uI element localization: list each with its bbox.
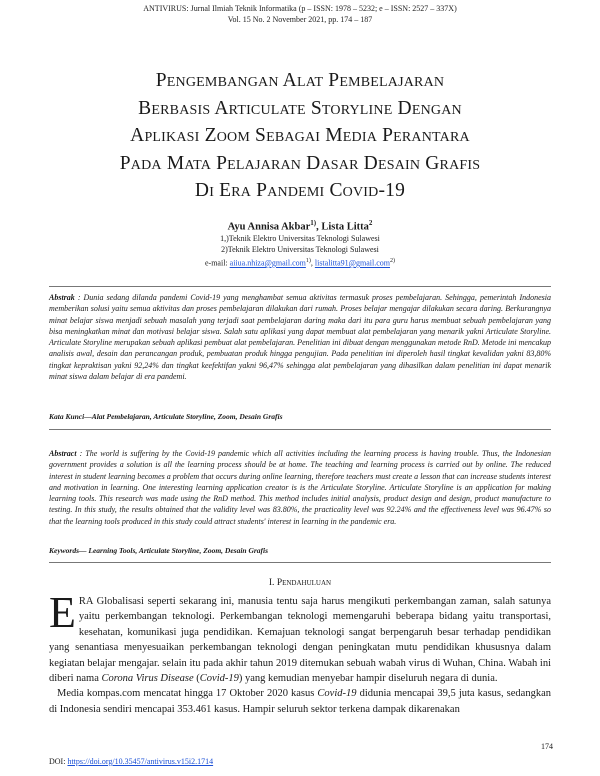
doi-line bbox=[49, 757, 213, 766]
kata-kunci: Kata Kunci—Alat Pembelajaran, Articulate Storyline, Zoom, Desain Grafis bbox=[49, 412, 283, 421]
journal-header-line2: Vol. 15 No. 2 November 2021, pp. 174 – 187 bbox=[227, 15, 373, 24]
abstrak-label: Abstrak bbox=[49, 293, 75, 302]
paragraph-text: didunia mencapai 39,5 juta kasus, sedangkan di Indonesia sendiri mencapai 353.461 kasus. Hampir seluruh sektor terkena dampak dikarenakan bbox=[49, 688, 551, 715]
doi-label: DOI: bbox=[49, 757, 68, 766]
paper-title bbox=[0, 67, 600, 205]
drop-cap: E bbox=[49, 588, 76, 637]
title-line: Berbasis Articulate Storyline Dengan bbox=[138, 97, 462, 119]
paragraph-text: Media kompas.com mencatat hingga 17 Oktober 2020 kasus bbox=[57, 688, 318, 700]
author-name: Ayu Annisa Akbar bbox=[227, 221, 311, 233]
title-line: Aplikasi Zoom Sebagai Media Perantara bbox=[130, 125, 470, 147]
section-title: Pendahuluan bbox=[276, 578, 332, 588]
paragraph-italic: Covid-19 bbox=[199, 673, 239, 685]
title-line: Di Era Pandemi Covid-19 bbox=[194, 180, 406, 202]
divider bbox=[49, 286, 551, 287]
author-superscript: 1) bbox=[310, 219, 317, 227]
divider bbox=[49, 562, 551, 563]
abstract-text: : The world is suffering by the Covid-19 pandemic which all activities including the learning process is having trouble. Thus, the Indonesian government provides a solution is all the learning process should be at home. The teaching and learning process is carried out by online. The reduced interest in student learning becomes a problem that occurs during online learning, therefore teachers must create a lesson that can increase students interest and motivation in learning. One interesting learning application creator is is the Articulate Storyline. Articulate Storyline is an application for making learning tools. This research was made using the RnD method. This method includes initial analysis, product design and design, product manufacture to testing. In this study, the results obtained that the validity level was 83.80%, the practicality level was 92.24% and the effectiveness level was 96.47% so that the learning tools produced in this study could attract students' interest in learning in the pandemic era. bbox=[49, 449, 551, 526]
title-line: Pengembangan Alat Pembelajaran bbox=[155, 70, 445, 91]
affiliation: 2)Teknik Elektro Universitas Teknologi Sulawesi bbox=[221, 245, 379, 254]
keywords: Keywords— Learning Tools, Articulate Storyline, Zoom, Desain Grafis bbox=[49, 546, 269, 555]
author-emails bbox=[0, 258, 600, 268]
divider bbox=[49, 429, 551, 430]
paragraph-2 bbox=[49, 686, 551, 717]
paragraph-italic: Covid-19 bbox=[317, 688, 357, 700]
paragraph-text: RA Globalisasi seperti sekarang ini, manusia tentu saja harus mengikuti perkembangan zaman, salah satunya yaitu perkembangan teknologi. Perkembangan teknologi memengaruhi beberapa bidang yaitu transportasi, kesehatan, komunikasi juga pendidikan. Kemajuan teknologi sangat berpengaruh besar terhadap pendidikan yang senantiasa menyesuaikan perkembangan teknologi dengan peningkatan mutu pendidikan khususnya dalam kegiatan belajar mengajar. selain itu pada akhir tahun 2019 ditemukan sebuah wabah virus di Wuhan, China. Wabah ini diberi nama bbox=[49, 596, 551, 685]
email-separator: , bbox=[310, 258, 315, 268]
affiliation: 1,)Teknik Elektro Universitas Teknologi Sulawesi bbox=[220, 234, 380, 243]
author-name: Lista Litta bbox=[321, 221, 369, 233]
journal-header-line1: ANTIVIRUS: Jurnal Ilmiah Teknik Informatika (p – ISSN: 1978 – 5232; e – ISSN: 2527 – 337X) bbox=[143, 4, 457, 13]
title-line: Pada Mata Pelajaran Dasar Desain Grafis bbox=[119, 152, 481, 174]
page-number: 174 bbox=[541, 742, 553, 751]
abstract-paragraph bbox=[49, 448, 551, 527]
abstrak-text: : Dunia sedang dilanda pandemi Covid-19 yang menghambat semua aktivitas termasuk proses pembelajaran. Sehingga, pemerintah Indonesia memberikan solusi yaitu semua aktivitas dan proses pembelajaran dilakukan dari rumah. Proses belajar mengajar dilakukan secara daring. Berkurangnya minat belajar siswa menjadi sebuah masalah yang terjadi saat pembelajaran daring maka dari itu para guru harus membuat sebuah pembelajaran yang bisa meningkatkan minat dan motivasi belajar siswa. Salah satu aplikasi yang dapat membuat alat pembelajaran yang menarik yakni Articulate Storyline. Articulate Storyline merupakan sebuah aplikasi pembuat alat pembelajaran. Penelitian ini dibuat dengan menggunakan metode RnD. Metode ini mencakup analisis awal, desain dan perancangan produk, pembuatan produk hingga pengujian. Pada penelitian ini diperoleh hasil tingkat kevalidan yakni 83,80% tingkat kepraktisan yakni 92,24% dan tingkat keefektifan yakni 96,47% sehingga alat pembelajaran yang dihasilkan dalam penelitian ini dapat menarik minat siswa dalam belajar di era pandemi. bbox=[49, 293, 551, 382]
section-number: I. bbox=[268, 578, 275, 588]
affiliations bbox=[0, 233, 600, 255]
paragraph-text: ) yang kemudian menyebar hampir diseluruh negara di dunia. bbox=[238, 673, 498, 685]
abstrak-paragraph bbox=[49, 292, 551, 382]
email-link-2[interactable]: listalitta91@gmail.com bbox=[314, 258, 391, 268]
paragraph-italic: Corona Virus Disease bbox=[101, 673, 194, 685]
author-list bbox=[0, 219, 600, 233]
email-superscript: 2) bbox=[390, 258, 396, 264]
section-heading bbox=[0, 578, 600, 588]
body-text bbox=[49, 588, 551, 717]
email-link-1[interactable]: aiiua.nhiza@gmail.com bbox=[229, 258, 306, 268]
email-superscript: 1) bbox=[305, 258, 311, 264]
doi-link[interactable]: https://doi.org/10.35457/antivirus.v15i2.1714 bbox=[67, 757, 214, 766]
journal-header bbox=[0, 3, 600, 25]
email-prefix: e-mail: bbox=[204, 258, 230, 268]
author-superscript: 2 bbox=[368, 219, 373, 227]
paragraph-1 bbox=[49, 588, 551, 686]
paragraph-text: ( bbox=[193, 673, 200, 685]
abstract-label: Abstract bbox=[49, 449, 77, 458]
author-separator: , bbox=[316, 221, 322, 233]
